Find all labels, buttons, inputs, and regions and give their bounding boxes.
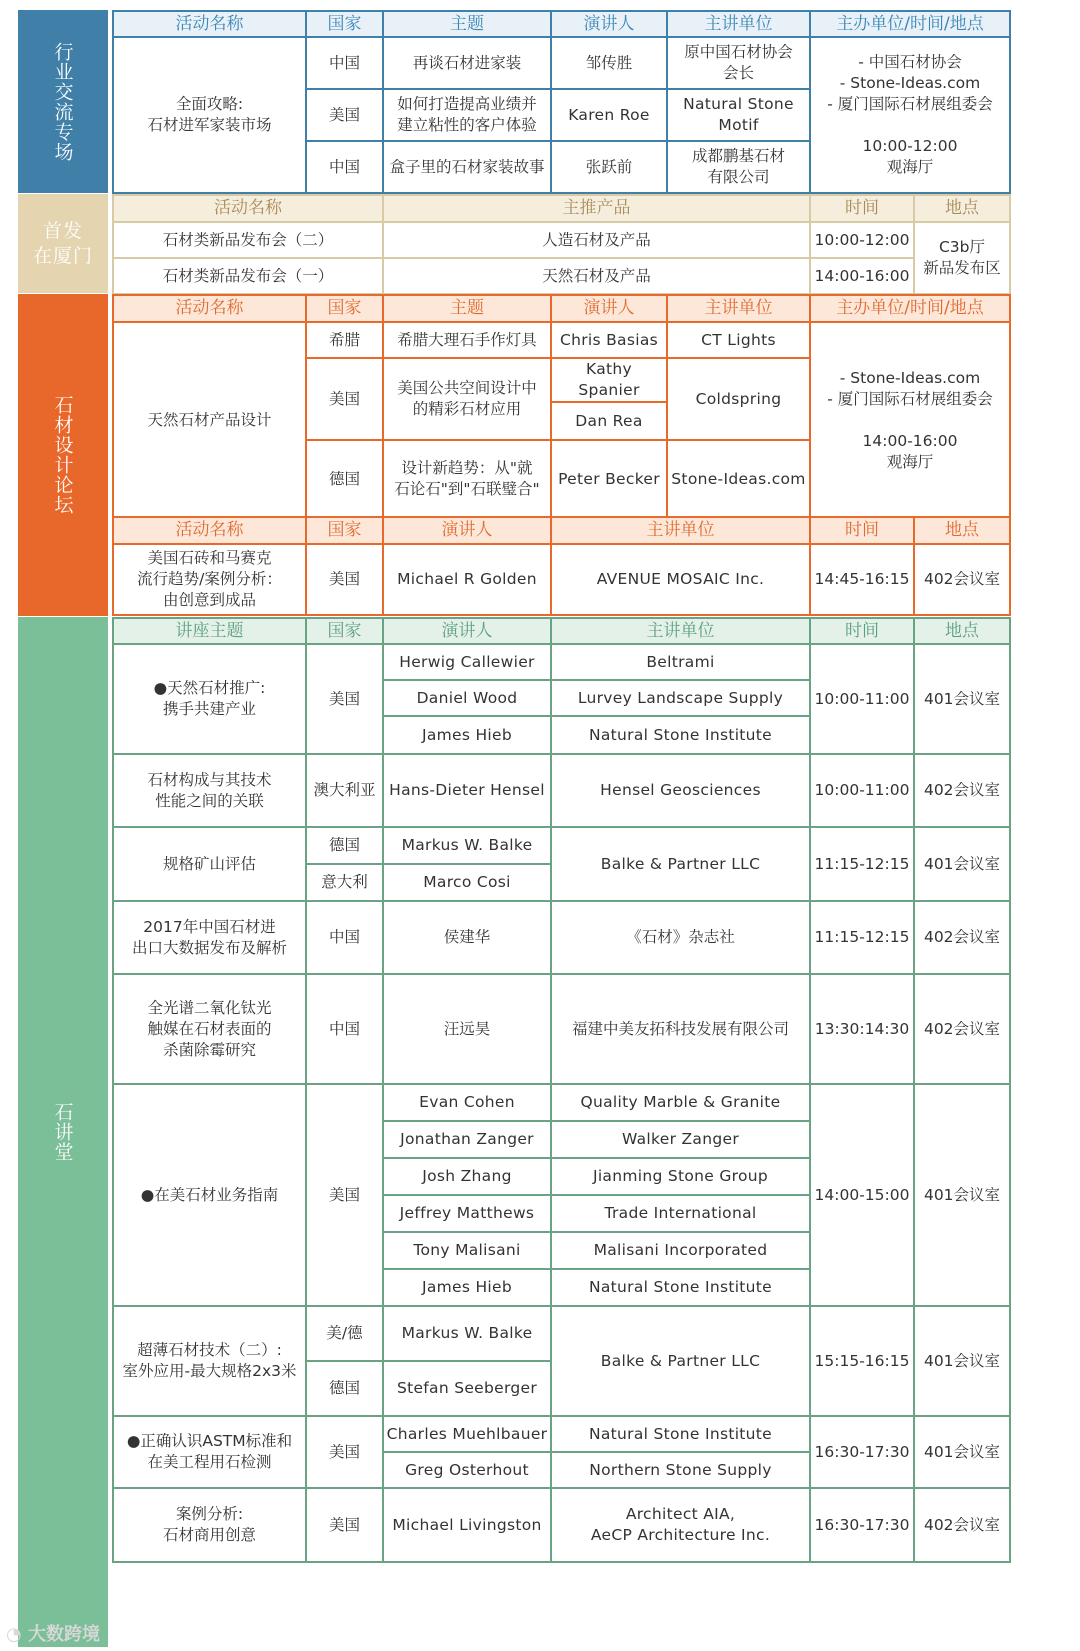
org-text: Architect AIA, AeCP Architecture Inc. bbox=[590, 1505, 771, 1544]
speaker-cell: Marco Cosi bbox=[383, 864, 551, 901]
place-text: C3b厅 新品发布区 bbox=[923, 238, 1001, 277]
org-cell bbox=[667, 37, 810, 89]
place-cell: 401会议室 bbox=[914, 1306, 1010, 1416]
col-header: 时间 bbox=[810, 618, 914, 644]
lecture-topic bbox=[113, 1306, 306, 1416]
col-header: 国家 bbox=[306, 11, 383, 37]
place-cell: 401会议室 bbox=[914, 1416, 1010, 1488]
place-cell: 402会议室 bbox=[914, 1488, 1010, 1562]
section-label-text: 首发 在厦门 bbox=[32, 219, 93, 267]
topic-cell bbox=[383, 89, 551, 141]
country-cell: 中国 bbox=[306, 141, 383, 193]
speaker-cell: Markus W. Balke bbox=[383, 827, 551, 864]
topic-text: 石材构成与其技术 性能之间的关联 bbox=[147, 770, 272, 810]
org-cell: Northern Stone Supply bbox=[551, 1452, 810, 1488]
place-cell: 401会议室 bbox=[914, 644, 1010, 754]
col-header: 地点 bbox=[914, 618, 1010, 644]
speaker-cell: Markus W. Balke bbox=[383, 1306, 551, 1361]
country-cell: 澳大利亚 bbox=[306, 754, 383, 827]
speaker-cell: Jonathan Zanger bbox=[383, 1121, 551, 1158]
speaker-cell: Stefan Seeberger bbox=[383, 1361, 551, 1416]
section-label-debut bbox=[18, 194, 108, 293]
lecture-topic: ●在美石材业务指南 bbox=[113, 1084, 306, 1306]
speaker-cell: 邹传胜 bbox=[551, 37, 667, 89]
org-cell: Lurvey Landscape Supply bbox=[551, 680, 810, 716]
col-header: 主办单位/时间/地点 bbox=[810, 11, 1010, 37]
col-header: 演讲人 bbox=[551, 295, 667, 322]
org-text: 成都鹏基石材 有限公司 bbox=[691, 147, 785, 186]
country-cell: 美国 bbox=[306, 1488, 383, 1562]
org-cell: Natural Stone Institute bbox=[551, 1416, 810, 1452]
org-cell: 《石材》杂志社 bbox=[551, 901, 810, 974]
section-label-industry bbox=[18, 10, 108, 193]
speaker-cell: Charles Muehlbauer bbox=[383, 1416, 551, 1452]
time-cell: 14:00-16:00 bbox=[810, 258, 914, 294]
speaker-cell: James Hieb bbox=[383, 1269, 551, 1306]
country-cell: 美国 bbox=[306, 89, 383, 141]
col-header: 时间 bbox=[810, 195, 914, 222]
topic-text: 超薄石材技术（二）: 室外应用-最大规格2x3米 bbox=[122, 1341, 297, 1380]
industry-table bbox=[112, 10, 1011, 194]
speaker-cell: Evan Cohen bbox=[383, 1084, 551, 1121]
time-cell: 14:45-16:15 bbox=[810, 544, 914, 615]
org-cell: Coldspring bbox=[667, 358, 810, 440]
country-cell: 德国 bbox=[306, 827, 383, 864]
col-header: 国家 bbox=[306, 517, 383, 544]
time-cell: 11:15-12:15 bbox=[810, 901, 914, 974]
org-cell: Trade International bbox=[551, 1195, 810, 1232]
country-cell: 美国 bbox=[306, 644, 383, 754]
topic-cell: 希腊大理石手作灯具 bbox=[383, 322, 551, 358]
topic-text: 设计新趋势：从"就 石论石"到"石联璧合" bbox=[394, 459, 540, 498]
col-header: 主讲单位 bbox=[551, 517, 810, 544]
host-text: - Stone-Ideas.com - 厦门国际石材展组委会 14:00-16:00 观海厅 bbox=[827, 368, 993, 471]
speaker-cell: Daniel Wood bbox=[383, 680, 551, 716]
country-cell: 美国 bbox=[306, 1084, 383, 1306]
col-header: 国家 bbox=[306, 295, 383, 322]
speaker-cell: Michael Livingston bbox=[383, 1488, 551, 1562]
col-header: 地点 bbox=[914, 517, 1010, 544]
topic-cell: 盒子里的石材家装故事 bbox=[383, 141, 551, 193]
topic-cell bbox=[383, 440, 551, 518]
col-header: 主办单位/时间/地点 bbox=[810, 295, 1010, 322]
topic-cell bbox=[383, 358, 551, 440]
speaker-cell: Michael R Golden bbox=[383, 544, 551, 615]
time-cell: 13:30:14:30 bbox=[810, 974, 914, 1084]
topic-text: 案例分析: 石材商用创意 bbox=[162, 1505, 256, 1544]
col-header: 主题 bbox=[383, 11, 551, 37]
org-cell bbox=[667, 89, 810, 141]
col-header: 活动名称 bbox=[113, 517, 306, 544]
event-text: 全面攻略: 石材进军家装市场 bbox=[147, 95, 272, 134]
topic-text: 如何打造提高业绩并 建立粘性的客户体验 bbox=[397, 95, 537, 134]
speaker-cell: Jeffrey Matthews bbox=[383, 1195, 551, 1232]
country-cell: 美/德 bbox=[306, 1306, 383, 1361]
time-cell: 10:00-11:00 bbox=[810, 644, 914, 754]
col-header: 主讲单位 bbox=[667, 11, 810, 37]
topic-text: 再谈石材进家装 bbox=[412, 53, 522, 72]
host-info bbox=[810, 37, 1010, 193]
country-cell: 中国 bbox=[306, 974, 383, 1084]
speaker-cell: Karen Roe bbox=[551, 89, 667, 141]
watermark-icon: ◔ bbox=[6, 1624, 22, 1645]
time-cell: 16:30-17:30 bbox=[810, 1416, 914, 1488]
place-cell: 401会议室 bbox=[914, 827, 1010, 901]
org-text: Natural Stone Motif bbox=[683, 95, 794, 134]
col-header: 演讲人 bbox=[551, 11, 667, 37]
org-cell: AVENUE MOSAIC Inc. bbox=[551, 544, 810, 615]
speaker-cell: Josh Zhang bbox=[383, 1158, 551, 1195]
topic-text: ●天然石材推广: 携手共建产业 bbox=[153, 679, 266, 718]
org-cell bbox=[551, 1488, 810, 1562]
lecture-topic: 规格矿山评估 bbox=[113, 827, 306, 901]
org-cell: Natural Stone Institute bbox=[551, 1269, 810, 1306]
speaker-cell: Kathy Spanier bbox=[551, 358, 667, 402]
time-cell: 14:00-15:00 bbox=[810, 1084, 914, 1306]
speaker-cell: Greg Osterhout bbox=[383, 1452, 551, 1488]
country-cell: 德国 bbox=[306, 1361, 383, 1416]
place-cell: 402会议室 bbox=[914, 974, 1010, 1084]
watermark-text: 大数跨境 bbox=[28, 1624, 100, 1645]
org-cell: Balke & Partner LLC bbox=[551, 1306, 810, 1416]
topic-cell bbox=[383, 37, 551, 89]
col-header: 国家 bbox=[306, 618, 383, 644]
topic-text: 全光谱二氧化钛光 触媒在石材表面的 杀菌除霉研究 bbox=[147, 998, 272, 1059]
section-label-text: 行业交流专场 bbox=[51, 41, 74, 162]
speaker-cell: Tony Malisani bbox=[383, 1232, 551, 1269]
org-cell bbox=[667, 141, 810, 193]
org-cell: Natural Stone Institute bbox=[551, 716, 810, 754]
col-header: 时间 bbox=[810, 517, 914, 544]
watermark bbox=[6, 1620, 100, 1646]
org-text: 原中国石材协会 会长 bbox=[684, 43, 793, 82]
event-name bbox=[113, 37, 306, 193]
event-name: 天然石材产品设计 bbox=[113, 322, 306, 518]
lecture-topic bbox=[113, 1416, 306, 1488]
org-cell: Balke & Partner LLC bbox=[551, 827, 810, 901]
lecture-topic bbox=[113, 901, 306, 974]
col-header: 主讲单位 bbox=[667, 295, 810, 322]
country-cell: 中国 bbox=[306, 901, 383, 974]
speaker-cell: 汪远昊 bbox=[383, 974, 551, 1084]
org-cell: Quality Marble & Granite bbox=[551, 1084, 810, 1121]
speaker-cell: Peter Becker bbox=[551, 440, 667, 518]
col-header: 主讲单位 bbox=[551, 618, 810, 644]
speaker-cell: Hans-Dieter Hensel bbox=[383, 754, 551, 827]
col-header: 活动名称 bbox=[113, 195, 383, 222]
col-header: 主题 bbox=[383, 295, 551, 322]
topic-text: 美国公共空间设计中 的精彩石材应用 bbox=[397, 379, 537, 418]
col-header: 演讲人 bbox=[383, 618, 551, 644]
org-cell: Stone-Ideas.com bbox=[667, 440, 810, 518]
org-cell: Hensel Geosciences bbox=[551, 754, 810, 827]
country-cell: 中国 bbox=[306, 37, 383, 89]
col-header: 活动名称 bbox=[113, 11, 306, 37]
speaker-cell: 张跃前 bbox=[551, 141, 667, 193]
lecture-topic bbox=[113, 1488, 306, 1562]
product-cell: 人造石材及产品 bbox=[383, 222, 810, 258]
country-cell: 意大利 bbox=[306, 864, 383, 901]
product-cell: 天然石材及产品 bbox=[383, 258, 810, 294]
place-cell: 402会议室 bbox=[914, 544, 1010, 615]
org-cell: Malisani Incorporated bbox=[551, 1232, 810, 1269]
lecture-topic bbox=[113, 644, 306, 754]
place-cell: 402会议室 bbox=[914, 754, 1010, 827]
speaker-cell: Dan Rea bbox=[551, 402, 667, 440]
topic-text: 2017年中国石材进 出口大数据发布及解析 bbox=[131, 917, 287, 957]
col-header: 主推产品 bbox=[383, 195, 810, 222]
col-header: 地点 bbox=[914, 195, 1010, 222]
org-cell: Beltrami bbox=[551, 644, 810, 680]
time-cell: 15:15-16:15 bbox=[810, 1306, 914, 1416]
country-cell: 美国 bbox=[306, 358, 383, 440]
col-header: 演讲人 bbox=[383, 517, 551, 544]
country-cell: 希腊 bbox=[306, 322, 383, 358]
host-info bbox=[810, 322, 1010, 518]
country-cell: 美国 bbox=[306, 1416, 383, 1488]
place-cell: 401会议室 bbox=[914, 1084, 1010, 1306]
event-name bbox=[113, 544, 306, 615]
time-cell: 10:00-11:00 bbox=[810, 754, 914, 827]
topic-text: ●正确认识ASTM标准和 在美工程用石检测 bbox=[126, 1432, 293, 1471]
col-header: 讲座主题 bbox=[113, 618, 306, 644]
event-name: 石材类新品发布会（一） bbox=[113, 258, 383, 294]
section-label-design bbox=[18, 294, 108, 616]
place-cell: 402会议室 bbox=[914, 901, 1010, 974]
time-cell: 10:00-12:00 bbox=[810, 222, 914, 258]
lecture-topic bbox=[113, 754, 306, 827]
org-cell: CT Lights bbox=[667, 322, 810, 358]
place-cell bbox=[914, 222, 1010, 294]
debut-table bbox=[112, 194, 1011, 295]
event-name: 石材类新品发布会（二） bbox=[113, 222, 383, 258]
org-cell: Jianming Stone Group bbox=[551, 1158, 810, 1195]
country-cell: 美国 bbox=[306, 544, 383, 615]
org-cell: 福建中美友拓科技发展有限公司 bbox=[551, 974, 810, 1084]
section-label-lecture bbox=[18, 617, 108, 1647]
speaker-cell: Chris Basias bbox=[551, 322, 667, 358]
design-table-2 bbox=[112, 516, 1011, 616]
time-cell: 11:15-12:15 bbox=[810, 827, 914, 901]
org-cell: Walker Zanger bbox=[551, 1121, 810, 1158]
event-text: 美国石砖和马赛克 流行趋势/案例分析： 由创意到成品 bbox=[137, 549, 282, 609]
design-table bbox=[112, 294, 1011, 519]
lecture-topic bbox=[113, 974, 306, 1084]
section-label-text: 石材设计论坛 bbox=[51, 395, 74, 515]
speaker-cell: James Hieb bbox=[383, 716, 551, 754]
section-label-text: 石讲堂 bbox=[51, 1102, 74, 1162]
country-cell: 德国 bbox=[306, 440, 383, 518]
speaker-cell: 侯建华 bbox=[383, 901, 551, 974]
speaker-cell: Herwig Callewier bbox=[383, 644, 551, 680]
time-cell: 16:30-17:30 bbox=[810, 1488, 914, 1562]
col-header: 活动名称 bbox=[113, 295, 306, 322]
host-text: - 中国石材协会 - Stone-Ideas.com - 厦门国际石材展组委会 10:00-12:00 观海厅 bbox=[827, 53, 993, 176]
lecture-table bbox=[112, 617, 1011, 1563]
